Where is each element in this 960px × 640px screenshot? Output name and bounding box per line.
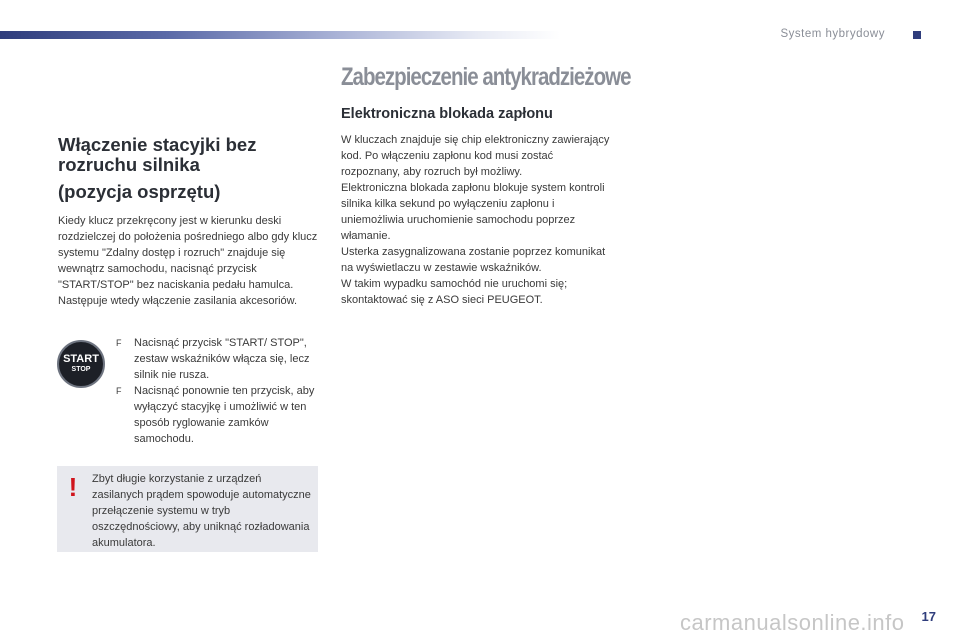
- section-marker: [913, 31, 921, 39]
- warning-icon: !: [68, 472, 78, 502]
- list-item-text: Nacisnąć przycisk "START/ STOP", zestaw wskaźników włącza się, lecz silnik nie rusza.: [134, 337, 310, 381]
- bullet-icon: F: [116, 338, 122, 348]
- heading-immobiliser: Elektroniczna blokada zapłonu: [341, 106, 553, 122]
- stop-label: STOP: [71, 366, 91, 373]
- heading-line1: Włączenie stacyjki bez: [58, 134, 257, 155]
- heading-accessory-position: (pozycja osprzętu): [58, 181, 221, 202]
- list-item-text: Nacisnąć ponownie ten przycisk, aby wyłączyć stacyjkę i umożliwić w ten sposób ryglowanie zamków samochodu.: [134, 385, 315, 445]
- list-item: [116, 335, 321, 383]
- paragraph: Elektroniczna blokada zapłonu blokuje system kontroli silnika kilka sekund po wyłączeniu zapłonu i uniemożliwia uruchomienie samochodu poprzez włamanie.: [341, 182, 605, 242]
- start-stop-icon: [57, 340, 105, 388]
- heading-ignition: [58, 135, 320, 175]
- right-column: [341, 62, 631, 308]
- watermark: carmanualsonline.info: [680, 610, 905, 635]
- bullet-icon: F: [116, 386, 122, 396]
- page-title: Zabezpieczenie antykradzieżowe: [341, 63, 631, 91]
- header-gradient-bar: [0, 31, 560, 39]
- warning-text: Zbyt długie korzystanie z urządzeń zasilanych prądem spowoduje automatyczne przełączenie systemu w tryb oszczędnościowy, aby uniknąć rozładowania akumulatora.: [92, 473, 311, 549]
- paragraph: Usterka zasygnalizowana zostanie poprzez komunikat na wyświetlaczu w zestawie wskaźników.: [341, 246, 606, 274]
- page-number: 17: [921, 609, 936, 624]
- start-label: START: [63, 353, 99, 365]
- paragraph: W kluczach znajduje się chip elektroniczny zawierający kod. Po włączeniu zapłonu kod musi zostać rozpoznany, aby rozruch był możliwy.: [341, 134, 610, 178]
- instruction-list: [116, 335, 321, 447]
- section-label: System hybrydowy: [780, 28, 885, 40]
- immobiliser-text: [341, 132, 611, 308]
- left-column: [58, 135, 320, 309]
- paragraph: W takim wypadku samochód nie uruchomi się; skontaktować się z ASO sieci PEUGEOT.: [341, 278, 568, 306]
- ignition-paragraph: Kiedy klucz przekręcony jest w kierunku deski rozdzielczej do położenia pośredniego albo gdy klucz systemu "Zdalny dostęp i rozruch" znajduje się wewnątrz samochodu, nacisnąć przycisk "START/STOP" bez naciskania pedału hamulca. Następuje wtedy włączenie zasilania akcesoriów.: [58, 215, 318, 307]
- list-item: [116, 383, 321, 447]
- heading-line2: rozruchu silnika: [58, 154, 200, 175]
- warning-box: [57, 466, 318, 552]
